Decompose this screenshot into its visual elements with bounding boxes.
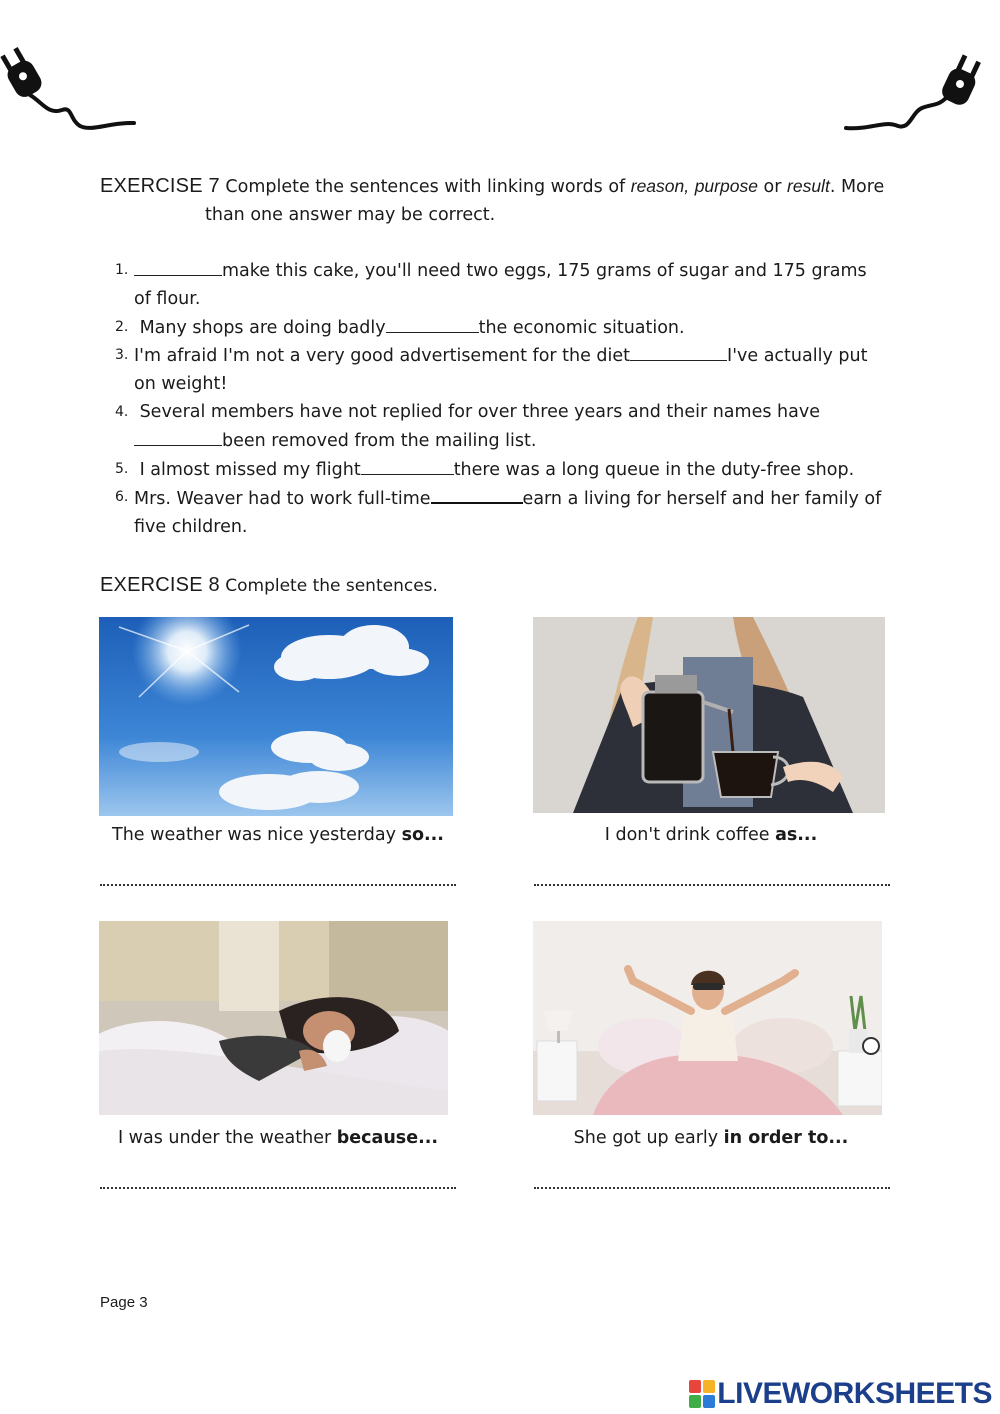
instruction-text: Complete the sentences. [225,576,438,596]
logo-square-blue [703,1395,715,1408]
exercise-7-label: EXERCISE 7 [100,175,220,197]
item-text-after: make this cake, you'll need two eggs, 175 grams of sugar and 175 grams of flour. [134,261,867,309]
plug-left-icon [0,40,140,135]
answer-blank-6[interactable] [431,484,523,504]
item-text-after: there was a long queue in the duty-free shop. [453,459,855,480]
prompt-under-weather: I was under the weather because... [117,1128,439,1148]
list-item [115,342,885,399]
exercise-8-instructions [100,571,438,600]
plug-right-icon [840,40,990,135]
sunny-sky-photo [99,617,453,816]
answer-line-4[interactable] [534,1187,890,1189]
item-text-after: I've actually put on weight! [134,346,868,395]
item-number: 3. [115,347,129,364]
item-number: 4. [115,403,129,420]
logo-square-yellow [703,1380,715,1393]
prompt-got-up-early: She got up early in order to... [573,1128,849,1148]
answer-line-2[interactable] [534,884,890,886]
item-text-before: I'm afraid I'm not a very good advertisement for the diet [134,346,631,367]
exercise-7-instructions [100,172,890,229]
exercise-7-list [115,257,885,542]
list-item [115,484,885,542]
logo-mark-icon [689,1380,715,1408]
instruction-more: . More [829,177,885,197]
reason-word: reason, [630,176,690,196]
instruction-second-line: than one answer may be correct. [205,205,496,225]
answer-line-3[interactable] [100,1187,456,1189]
item-text-before: Many shops are doing badly [139,317,386,338]
answer-line-1[interactable] [100,884,456,886]
item-number: 6. [115,489,129,506]
answer-blank-1[interactable] [134,257,222,276]
item-text-before: I almost missed my flight [139,459,361,480]
woman-waking-photo [533,921,882,1115]
item-text-after: been removed from the mailing list. [222,430,537,451]
item-text-before: Mrs. Weaver had to work full-time [134,489,431,510]
exercise-8-label: EXERCISE 8 [100,574,220,596]
logo-square-green [689,1395,701,1408]
list-item [115,399,885,456]
answer-blank-5[interactable] [361,456,454,475]
logo-square-red [689,1380,701,1393]
answer-blank-4[interactable] [134,427,222,446]
answer-blank-3[interactable] [630,342,727,361]
item-text-after: the economic situation. [478,317,685,338]
item-text-before: Several members have not replied for over three years and their names have [139,401,820,422]
list-item [115,456,885,485]
or-word: or [763,177,782,197]
answer-blank-2[interactable] [386,314,479,333]
page-number: Page 3 [100,1294,148,1311]
instruction-text: Complete the sentences with linking words of [225,177,631,197]
list-item [115,257,885,314]
purpose-word: purpose [694,176,758,196]
item-number: 2. [115,318,129,335]
item-number: 5. [115,460,129,477]
prompt-weather: The weather was nice yesterday so... [112,825,444,845]
result-word: result [787,176,830,196]
logo-text: LIVEWORKSHEETS [717,1377,992,1410]
coffee-pouring-photo [533,617,885,813]
item-number: 1. [115,262,129,278]
item-text-after: earn a living for herself and her family of five children. [134,489,882,538]
sick-woman-photo [99,921,448,1115]
liveworksheets-logo [689,1376,992,1412]
prompt-coffee: I don't drink coffee as... [604,825,818,845]
list-item [115,314,885,343]
